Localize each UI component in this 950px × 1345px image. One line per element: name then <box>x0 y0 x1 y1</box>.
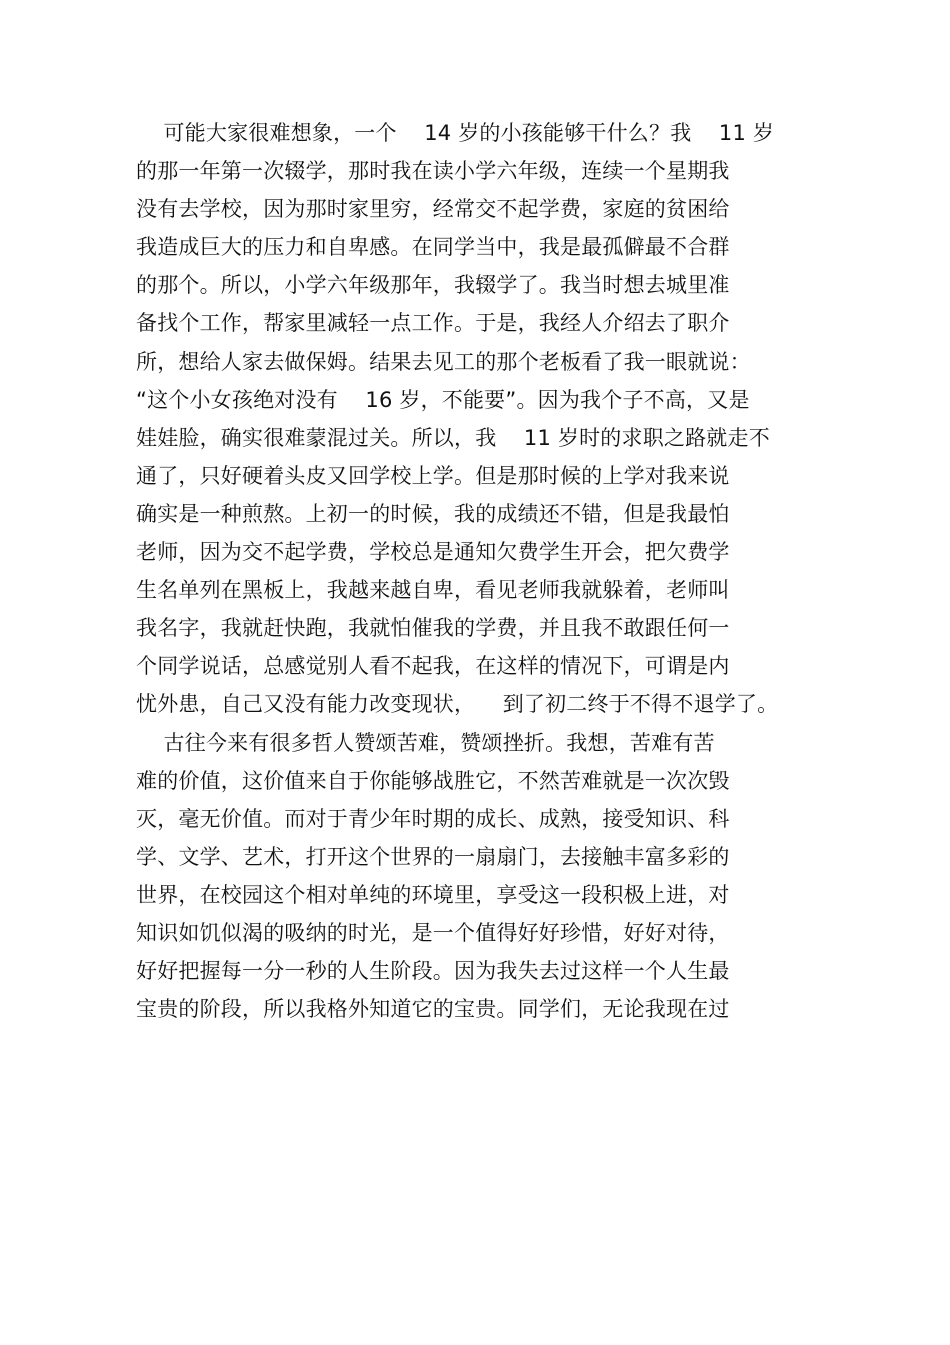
text-line-9: 娃娃脸，确实很难蒙混过关。所以，我 11 岁时的求职之路就走不 <box>136 425 770 450</box>
text-line-18: 难的价值，这价值来自于你能够战胜它，不然苦难就是一次次毁 <box>136 768 730 793</box>
text-line-3: 没有去学校，因为那时家里穷，经常交不起学费，家庭的贫困给 <box>136 197 730 222</box>
text-line-13: 生名单列在黑板上，我越来越自卑，看见老师我就躲着，老师叫 <box>136 578 730 603</box>
text-line-21: 世界，在校园这个相对单纯的环境里，享受这一段积极上进，对 <box>136 882 730 907</box>
text-line-19: 灭，毫无价值。而对于青少年时期的成长、成熟，接受知识、科 <box>136 806 730 831</box>
text-line-6: 备找个工作，帮家里减轻一点工作。于是，我经人介绍去了职介 <box>136 311 730 336</box>
text-line-1: 可能大家很难想象，一个 14 岁的小孩能够干什么？我 11 岁 <box>136 121 775 145</box>
text-line-15: 个同学说话，总感觉别人看不起我，在这样的情况下，可谓是内 <box>136 654 730 679</box>
text-line-24: 宝贵的阶段，所以我格外知道它的宝贵。同学们，无论我现在过 <box>136 997 730 1022</box>
text-line-16: 忧外患，自己又没有能力改变现状， 到了初二终于不得不退学了。 <box>136 692 779 717</box>
text-line-17: 古往今来有很多哲人赞颂苦难，赞颂挫折。我想，苦难有苦 <box>136 730 715 755</box>
text-line-23: 好好把握每一分一秒的人生阶段。因为我失去过这样一个人生最 <box>136 959 730 984</box>
text-line-8: “这个小女孩绝对没有 16 岁，不能要”。因为我个子不高，又是 <box>136 387 750 412</box>
text-line-5: 的那个。所以，小学六年级那年，我辍学了。我当时想去城里准 <box>136 273 730 298</box>
text-line-7: 所，想给人家去做保姆。结果去见工的那个老板看了我一眼就说： <box>136 349 751 374</box>
text-line-20: 学、文学、艺术，打开这个世界的一扇扇门，去接触丰富多彩的 <box>136 844 730 869</box>
body-text <box>136 114 836 1028</box>
text-line-10: 通了，只好硬着头皮又回学校上学。但是那时候的上学对我来说 <box>136 463 730 488</box>
text-line-2: 的那一年第一次辍学，那时我在读小学六年级，连续一个星期我 <box>136 159 730 184</box>
text-line-14: 我名字，我就赶快跑，我就怕催我的学费，并且我不敢跟任何一 <box>136 616 730 641</box>
text-line-4: 我造成巨大的压力和自卑感。在同学当中，我是最孤僻最不合群 <box>136 235 730 260</box>
text-line-12: 老师，因为交不起学费，学校总是通知欠费学生开会，把欠费学 <box>136 540 730 565</box>
text-line-22: 知识如饥似渴的吸纳的时光，是一个值得好好珍惜，好好对待， <box>136 920 730 945</box>
text-line-11: 确实是一种煎熬。上初一的时候，我的成绩还不错，但是我最怕 <box>136 501 730 526</box>
